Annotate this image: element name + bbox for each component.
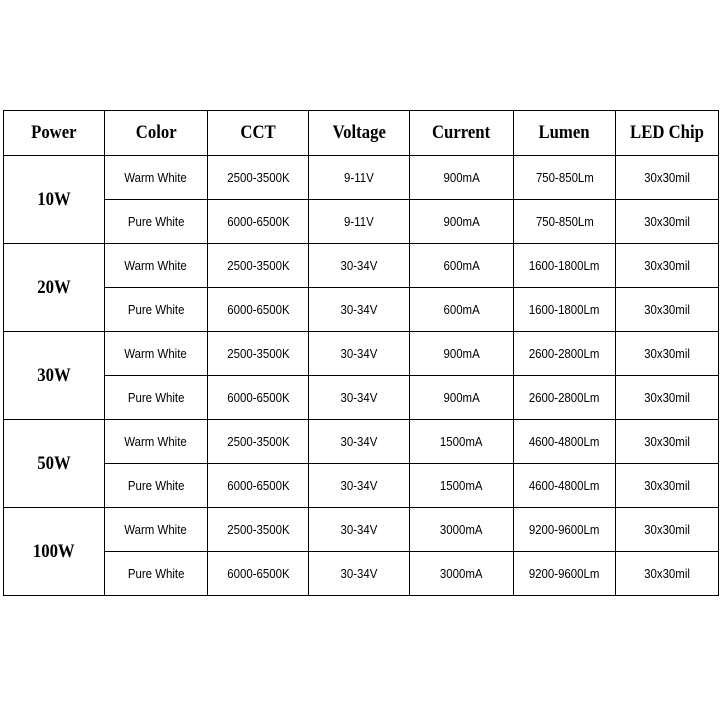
header-voltage: Voltage — [309, 111, 410, 156]
led-chip-value: 30x30mil — [644, 346, 690, 361]
power-label: 100W — [33, 540, 75, 562]
voltage-value: 30-34V — [340, 478, 378, 493]
voltage-value: 30-34V — [340, 434, 378, 449]
lumen-cell — [514, 420, 616, 464]
led-chip-cell — [616, 464, 719, 508]
led-chip-value: 30x30mil — [644, 478, 690, 493]
lumen-value: 1600-1800Lm — [529, 258, 600, 273]
color-cell — [105, 200, 208, 244]
voltage-value: 30-34V — [340, 390, 378, 405]
cct-value: 6000-6500K — [226, 390, 290, 405]
color-value: Warm White — [124, 258, 188, 273]
led-chip-value: 30x30mil — [644, 566, 690, 581]
power-cell — [4, 332, 105, 420]
current-cell — [410, 376, 514, 420]
color-cell — [105, 376, 208, 420]
lumen-cell — [514, 508, 616, 552]
header-cct: CCT — [208, 111, 309, 156]
color-cell — [105, 332, 208, 376]
table-row — [4, 332, 719, 376]
current-value: 600mA — [443, 258, 480, 273]
cct-cell — [208, 200, 309, 244]
led-chip-cell — [616, 332, 719, 376]
header-lumen: Lumen — [514, 111, 616, 156]
table-row — [4, 156, 719, 200]
led-chip-value: 30x30mil — [644, 214, 690, 229]
current-value: 900mA — [443, 390, 480, 405]
voltage-cell — [309, 376, 410, 420]
current-value: 900mA — [443, 346, 480, 361]
cct-value: 6000-6500K — [226, 214, 290, 229]
power-cell — [4, 244, 105, 332]
current-value: 3000mA — [440, 522, 483, 537]
current-value: 3000mA — [440, 566, 483, 581]
lumen-value: 9200-9600Lm — [529, 566, 600, 581]
current-value: 900mA — [443, 214, 480, 229]
color-value: Pure White — [127, 214, 185, 229]
voltage-cell — [309, 200, 410, 244]
led-spec-table — [3, 110, 719, 596]
cct-value: 6000-6500K — [226, 478, 290, 493]
lumen-cell — [514, 200, 616, 244]
table-row — [4, 552, 719, 596]
current-cell — [410, 552, 514, 596]
current-value: 1500mA — [440, 478, 483, 493]
led-chip-cell — [616, 288, 719, 332]
cct-cell — [208, 156, 309, 200]
led-chip-cell — [616, 552, 719, 596]
cct-cell — [208, 244, 309, 288]
led-chip-cell — [616, 244, 719, 288]
color-value: Pure White — [127, 390, 185, 405]
voltage-cell — [309, 508, 410, 552]
cct-cell — [208, 420, 309, 464]
color-cell — [105, 288, 208, 332]
lumen-cell — [514, 464, 616, 508]
lumen-value: 4600-4800Lm — [529, 478, 600, 493]
lumen-cell — [514, 332, 616, 376]
lumen-value: 2600-2800Lm — [529, 346, 600, 361]
power-cell — [4, 156, 105, 244]
lumen-cell — [514, 244, 616, 288]
cct-cell — [208, 376, 309, 420]
led-chip-cell — [616, 508, 719, 552]
power-cell — [4, 508, 105, 596]
current-cell — [410, 464, 514, 508]
power-label: 30W — [37, 364, 71, 386]
current-value: 900mA — [443, 170, 480, 185]
color-value: Pure White — [127, 478, 185, 493]
color-value: Pure White — [127, 566, 185, 581]
voltage-cell — [309, 552, 410, 596]
color-value: Warm White — [124, 170, 188, 185]
color-cell — [105, 244, 208, 288]
led-chip-value: 30x30mil — [644, 258, 690, 273]
voltage-cell — [309, 420, 410, 464]
led-chip-cell — [616, 200, 719, 244]
table-row — [4, 244, 719, 288]
current-cell — [410, 508, 514, 552]
table-row — [4, 420, 719, 464]
table-body — [4, 156, 719, 596]
voltage-value: 30-34V — [340, 258, 378, 273]
cct-cell — [208, 508, 309, 552]
table-row — [4, 508, 719, 552]
led-chip-cell — [616, 376, 719, 420]
color-value: Warm White — [124, 346, 188, 361]
power-cell — [4, 420, 105, 508]
current-cell — [410, 288, 514, 332]
cct-value: 2500-3500K — [226, 170, 290, 185]
header-color: Color — [105, 111, 208, 156]
cct-cell — [208, 464, 309, 508]
lumen-value: 750-850Lm — [535, 170, 594, 185]
led-chip-value: 30x30mil — [644, 302, 690, 317]
current-cell — [410, 244, 514, 288]
cct-value: 2500-3500K — [226, 346, 290, 361]
cct-value: 2500-3500K — [226, 434, 290, 449]
cct-value: 2500-3500K — [226, 522, 290, 537]
color-cell — [105, 552, 208, 596]
table-row — [4, 288, 719, 332]
led-chip-cell — [616, 156, 719, 200]
lumen-cell — [514, 552, 616, 596]
voltage-cell — [309, 464, 410, 508]
cct-value: 6000-6500K — [226, 566, 290, 581]
voltage-value: 30-34V — [340, 302, 378, 317]
current-cell — [410, 420, 514, 464]
table-row — [4, 376, 719, 420]
table-row — [4, 200, 719, 244]
lumen-cell — [514, 156, 616, 200]
led-chip-value: 30x30mil — [644, 522, 690, 537]
voltage-cell — [309, 332, 410, 376]
cct-value: 2500-3500K — [226, 258, 290, 273]
lumen-value: 9200-9600Lm — [529, 522, 600, 537]
voltage-cell — [309, 288, 410, 332]
header-led-chip: LED Chip — [616, 111, 719, 156]
cct-cell — [208, 288, 309, 332]
lumen-value: 4600-4800Lm — [529, 434, 600, 449]
lumen-cell — [514, 288, 616, 332]
color-cell — [105, 156, 208, 200]
header-current: Current — [410, 111, 514, 156]
color-value: Warm White — [124, 434, 188, 449]
current-cell — [410, 156, 514, 200]
cct-cell — [208, 332, 309, 376]
header-row — [4, 111, 719, 156]
color-cell — [105, 508, 208, 552]
voltage-value: 9-11V — [344, 170, 374, 185]
header-power: Power — [4, 111, 105, 156]
color-value: Warm White — [124, 522, 188, 537]
color-cell — [105, 464, 208, 508]
voltage-value: 9-11V — [344, 214, 374, 229]
voltage-value: 30-34V — [340, 566, 378, 581]
power-label: 20W — [37, 276, 71, 298]
voltage-value: 30-34V — [340, 346, 378, 361]
voltage-cell — [309, 244, 410, 288]
cct-cell — [208, 552, 309, 596]
led-chip-value: 30x30mil — [644, 434, 690, 449]
led-chip-value: 30x30mil — [644, 390, 690, 405]
power-label: 10W — [37, 188, 71, 210]
led-chip-value: 30x30mil — [644, 170, 690, 185]
current-value: 600mA — [443, 302, 480, 317]
color-value: Pure White — [127, 302, 185, 317]
lumen-value: 2600-2800Lm — [529, 390, 600, 405]
lumen-cell — [514, 376, 616, 420]
current-cell — [410, 200, 514, 244]
power-label: 50W — [37, 452, 71, 474]
current-cell — [410, 332, 514, 376]
table-row — [4, 464, 719, 508]
current-value: 1500mA — [440, 434, 483, 449]
led-chip-cell — [616, 420, 719, 464]
color-cell — [105, 420, 208, 464]
lumen-value: 1600-1800Lm — [529, 302, 600, 317]
voltage-cell — [309, 156, 410, 200]
voltage-value: 30-34V — [340, 522, 378, 537]
cct-value: 6000-6500K — [226, 302, 290, 317]
lumen-value: 750-850Lm — [535, 214, 594, 229]
